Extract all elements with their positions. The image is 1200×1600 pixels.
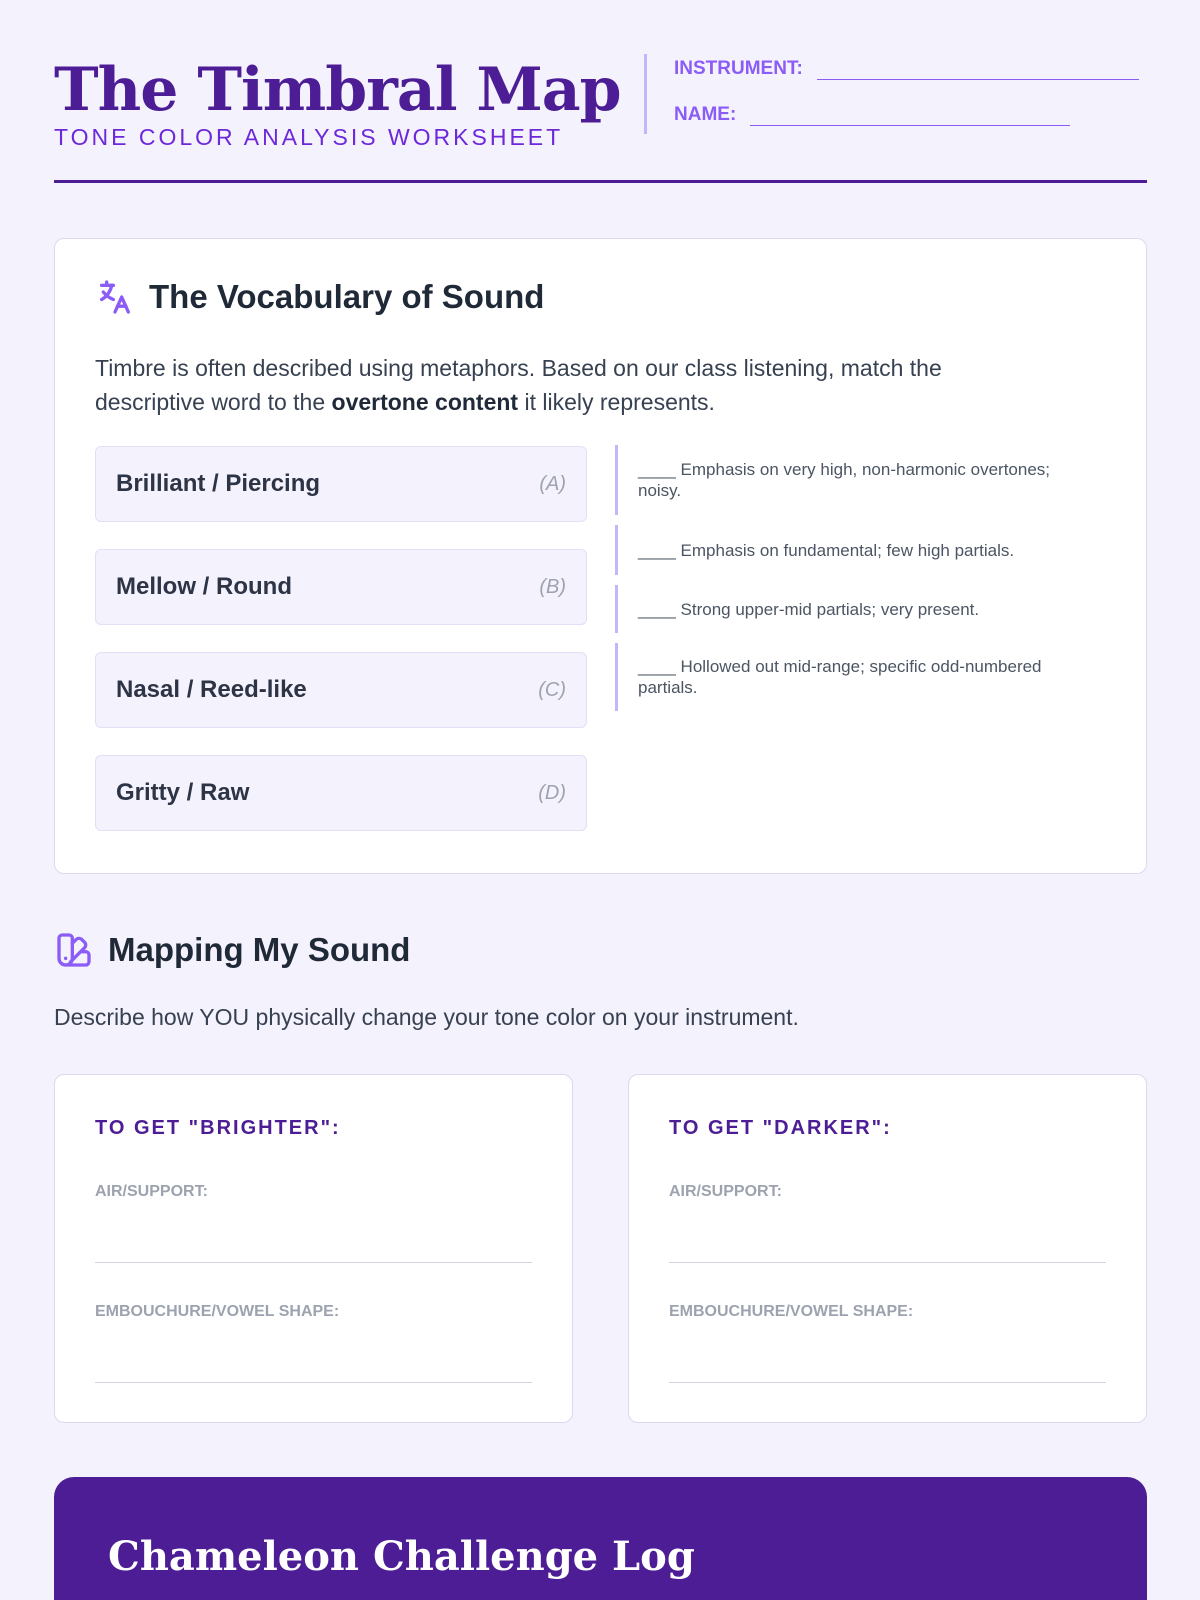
instrument-field (674, 58, 1139, 80)
definition-item[interactable]: ____ Emphasis on very high, non-harmonic overtones; noisy. (615, 445, 1075, 515)
term-letter: (A) (539, 472, 566, 495)
term-name: Brilliant / Piercing (116, 470, 321, 497)
vocabulary-intro (95, 351, 1055, 419)
term-card (95, 549, 587, 625)
challenge-title: Chameleon Challenge Log (108, 1533, 695, 1580)
worksheet-header (54, 54, 1147, 184)
mapping-heading (54, 930, 410, 970)
air-support-label: AIR/SUPPORT: (95, 1183, 208, 1200)
name-field (674, 104, 1070, 126)
vocabulary-card (54, 238, 1147, 874)
term-name: Gritty / Raw (116, 779, 250, 806)
translate-icon (95, 277, 135, 317)
embouchure-label: EMBOUCHURE/VOWEL SHAPE: (95, 1303, 340, 1320)
air-support-input-line[interactable] (669, 1262, 1106, 1263)
term-letter: (C) (538, 678, 566, 701)
embouchure-input-line[interactable] (95, 1382, 532, 1383)
mapping-intro: Describe how YOU physically change your tone color on your instrument. (54, 1004, 799, 1030)
page-subtitle: TONE COLOR ANALYSIS WORKSHEET (54, 124, 564, 150)
air-support-label: AIR/SUPPORT: (669, 1183, 782, 1200)
instrument-input-line[interactable] (817, 79, 1139, 80)
vocabulary-heading (95, 277, 544, 317)
card-title: TO GET "BRIGHTER": (95, 1117, 341, 1139)
card-title: TO GET "DARKER": (669, 1117, 892, 1139)
header-divider (644, 54, 647, 134)
embouchure-label: EMBOUCHURE/VOWEL SHAPE: (669, 1303, 914, 1320)
term-name: Nasal / Reed-like (116, 676, 307, 703)
page-title: The Timbral Map (54, 55, 621, 125)
intro-text-start: Timbre is often described using metaphors. Based on our class listening, match the descriptive word to the (95, 355, 942, 415)
darker-card (628, 1074, 1147, 1423)
term-letter: (B) (539, 575, 566, 598)
embouchure-input-line[interactable] (669, 1382, 1106, 1383)
intro-text-end: it likely represents. (518, 389, 715, 415)
instrument-label: INSTRUMENT: (674, 58, 803, 79)
air-support-input-line[interactable] (95, 1262, 532, 1263)
vocabulary-title: The Vocabulary of Sound (149, 278, 545, 315)
worksheet-page (54, 0, 1147, 1600)
header-rule (54, 180, 1147, 183)
intro-text-bold: overtone content (331, 389, 519, 415)
name-label: NAME: (674, 104, 737, 125)
challenge-banner (54, 1477, 1147, 1600)
term-card (95, 755, 587, 831)
definition-item[interactable]: ____ Strong upper-mid partials; very present. (615, 585, 1075, 633)
brighter-card (54, 1074, 573, 1423)
swatch-book-icon (54, 930, 94, 970)
definition-item[interactable]: ____ Emphasis on fundamental; few high partials. (615, 525, 1075, 575)
definition-list (615, 445, 1075, 721)
definition-item[interactable]: ____ Hollowed out mid-range; specific odd-numbered partials. (615, 643, 1075, 711)
mapping-title: Mapping My Sound (108, 931, 411, 968)
term-name: Mellow / Round (116, 573, 292, 600)
term-card (95, 446, 587, 522)
term-letter: (D) (538, 781, 566, 804)
name-input-line[interactable] (750, 125, 1070, 126)
term-card (95, 652, 587, 728)
